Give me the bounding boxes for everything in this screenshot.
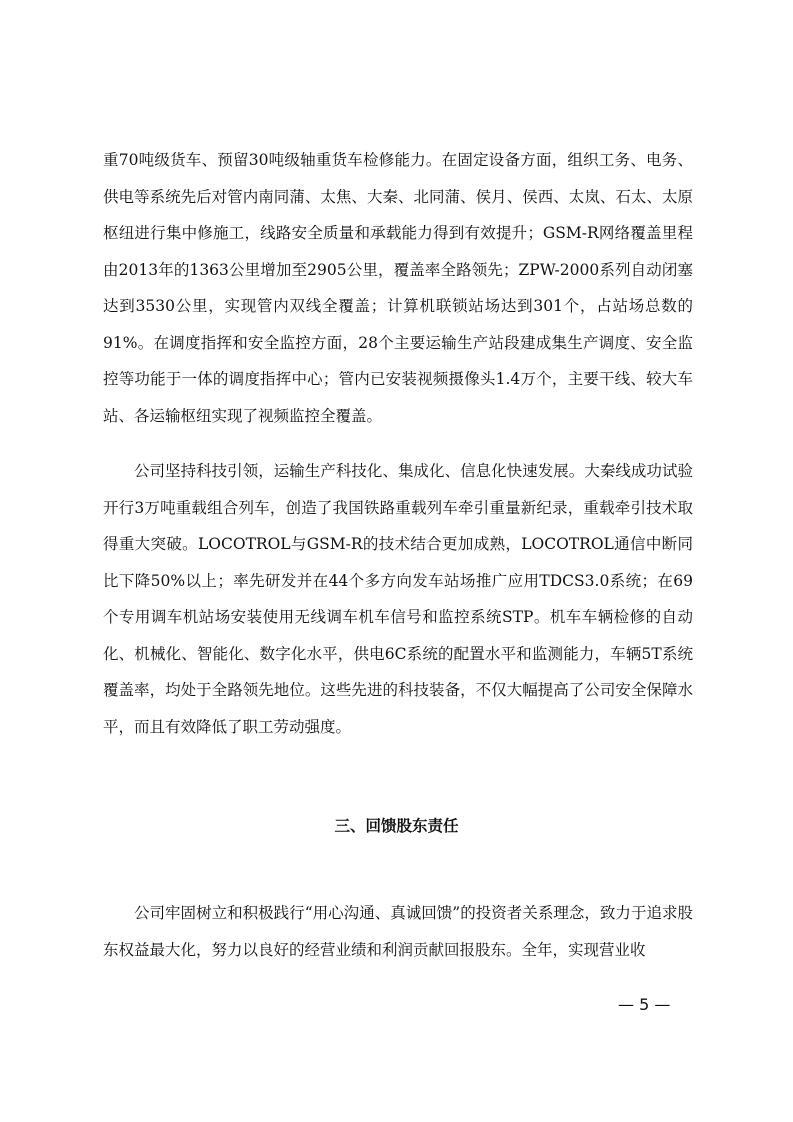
page-number: — 5 — xyxy=(618,995,671,1014)
body-paragraph-technology: 公司坚持科技引领，运输生产科技化、集成化、信息化快速发展。大秦线成功试验开行3万吨重载组合列车，创造了我国铁路重载列车牵引重量新纪录，重载牵引技术取得重大突破。LOCOTROL与GSM-R的技术结合更加成熟，LOCOTROL通信中断同比下降50%以上；率先研发并在44个多方向发车站场推广应用TDCS3.0系统；在69个专用调车机站场安装使用无线调车机车信号和监控系统STP。机车车辆检修的自动化、机械化、智能化、数字化水平，供电6C系统的配置水平和监测能力，车辆5T系统覆盖率，均处于全路领先地位。这些先进的科技装备，不仅大幅提高了公司安全保障水平，而且有效降低了职工劳动强度。 xyxy=(103,462,693,736)
body-paragraph-shareholders: 公司牢固树立和积极践行“用心沟通、真诚回馈”的投资者关系理念，致力于追求股东权益最大化，努力以良好的经营业绩和利润贡献回报股东。全年，实现营业收 xyxy=(103,904,693,959)
body-paragraph-equipment: 重70吨级货车、预留30吨级轴重货车检修能力。在固定设备方面，组织工务、电务、供电等系统先后对管内南同蒲、太焦、大秦、北同蒲、侯月、侯西、太岚、石太、太原枢纽进行集中修施工，线路安全质量和承载能力得到有效提升；GSM-R网络覆盖里程由2013年的1363公里增加至2905公里，覆盖率全路领先；ZPW-2000系列自动闭塞达到3530公里，实现管内双线全覆盖；计算机联锁站场达到301个，占站场总数的91%。在调度指挥和安全监控方面，28个主要运输生产站段建成集生产调度、安全监控等功能于一体的调度指挥中心；管内已安装视频摄像头1.4万个，主要干线、较大车站、各运输枢纽实现了视频监控全覆盖。 xyxy=(103,151,693,425)
section-heading: 三、回馈股东责任 xyxy=(334,817,459,835)
